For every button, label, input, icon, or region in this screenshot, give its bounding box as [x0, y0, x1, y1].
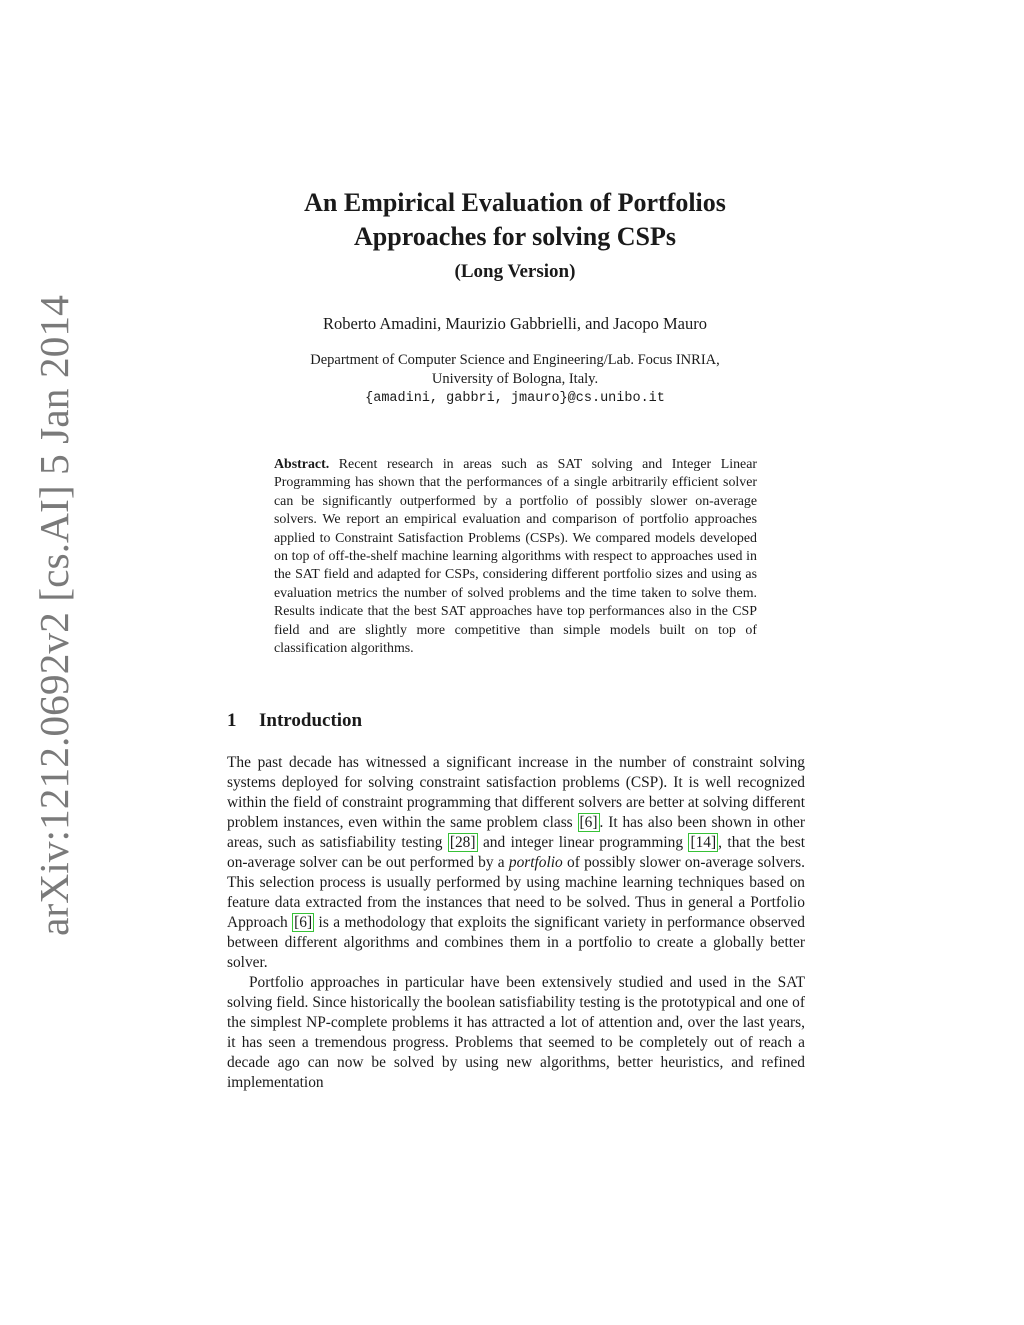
text-run: and integer linear programming	[477, 834, 689, 851]
affiliation-line-1: Department of Computer Science and Engineering/Lab. Focus INRIA,	[310, 352, 720, 368]
text-run: is a methodology that exploits the significant variety in performance observed between different algorithms and combines them in a portfolio to create a globally better solver.	[227, 914, 805, 971]
section-title: Introduction	[259, 710, 363, 731]
paper-subtitle: (Long Version)	[454, 261, 576, 282]
section-heading	[227, 710, 362, 732]
citation-link[interactable]: [6]	[294, 914, 313, 931]
title-block	[0, 186, 1024, 286]
affiliation-line-2: University of Bologna, Italy.	[431, 371, 599, 387]
text-run: of possibly slower on-average solvers. This selection process is usually performed by using machine learning techniques based on feature data extracted from the instances that need to be solved. Thus in general a Portfolio Approach	[227, 854, 805, 931]
paper-title-line-1: An Empirical Evaluation of Portfolios	[304, 188, 726, 217]
abstract-text: Recent research in areas such as SAT solving and Integer Linear Programming has shown that the performances of a single arbitrarily efficient solver can be significantly outperformed by a portfolio of possibly slower on-average solvers. We report an empirical evaluation and comparison of portfolio approaches applied to Constraint Satisfaction Problems (CSPs). We compared models developed on top of off-the-shelf machine learning algorithms with respect to approaches used in the SAT field and adapted for CSPs, considering different portfolio sizes and using as evaluation metrics the number of solved problems and the time taken to solve them. Results indicate that the best SAT approaches have top performances also in the CSP field and are slightly more competitive than simple models built on top of classification algorithms.	[274, 457, 757, 657]
citation-link[interactable]: [6]	[579, 814, 598, 831]
abstract-label: Abstract.	[274, 457, 330, 472]
citation-link[interactable]: [14]	[690, 834, 717, 851]
section-number: 1	[227, 710, 237, 731]
author-emails: {amadini, gabbri, jmauro}@cs.unibo.it	[365, 391, 665, 406]
text-run: , that the best on-average solver can be out performed by a	[227, 834, 805, 871]
section-body	[227, 753, 805, 1093]
paragraph-1	[227, 753, 805, 973]
citation-link[interactable]: [28]	[449, 834, 476, 851]
text-run: . It has also been shown in other areas, such as satisfiability testing	[227, 814, 805, 851]
abstract	[274, 456, 757, 658]
arxiv-identifier-stamp: arXiv:1212.0692v2 [cs.AI] 5 Jan 2014	[31, 295, 77, 936]
text-run: The past decade has witnessed a significant increase in the number of constraint solving systems deployed for solving constraint satisfaction problems (CSP). It is well recognized within the field of constraint programming that different solvers are better at solving different problem instances, even within the same problem class	[227, 754, 805, 831]
authors: Roberto Amadini, Maurizio Gabbrielli, and Jacopo Mauro	[323, 314, 707, 333]
affiliation	[0, 351, 1024, 408]
emphasized-term: portfolio	[508, 854, 563, 871]
paragraph-2: Portfolio approaches in particular have been extensively studied and used in the SAT solving field. Since historically the boolean satisfiability testing is the prototypical and one of the simplest NP-complete problems it has attracted a lot of attention and, over the last years, it has seen a tremendous progress. Problems that seemed to be completely out of reach a decade ago can now be solved by using new algorithms, better heuristics, and refined implementation	[227, 974, 805, 1091]
paper-title-line-2: Approaches for solving CSPs	[354, 222, 676, 251]
